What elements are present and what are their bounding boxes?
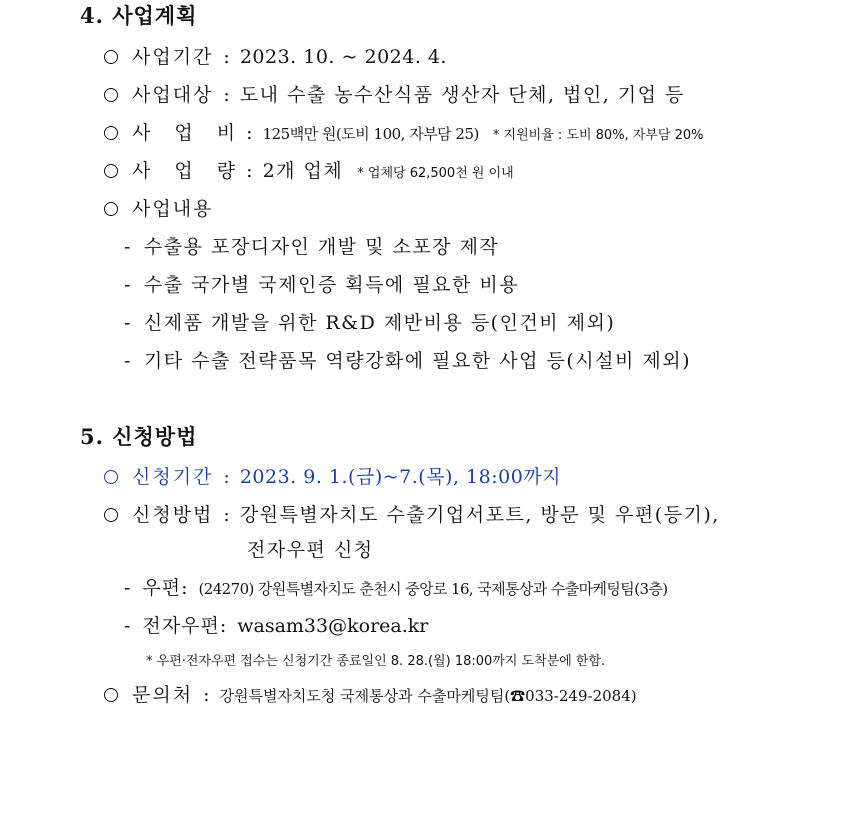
item-colon: : (246, 122, 253, 144)
contact-item (104, 683, 637, 708)
section-5-heading: 5. 신청방법 (80, 424, 198, 449)
detail-text: 신제품 개발을 위한 R&D 제반비용 등(인건비 제외) (143, 312, 616, 334)
support-ratio-note: * 지원비율 : 도비 80%, 자부담 20% (492, 128, 704, 143)
dash-bullet-icon: - (124, 615, 131, 637)
item-label: 사 업 비 (132, 122, 245, 144)
item-value: 2개 업체 (262, 160, 344, 182)
item-label: 사업기간 (132, 46, 214, 68)
circle-bullet-icon (104, 164, 118, 178)
application-method-continued: 전자우편 신청 (247, 539, 374, 561)
item-value: 125백만 원(도비 100, 자부담 25) (262, 125, 479, 143)
item-label: 사업내용 (132, 198, 214, 220)
item-colon: : (223, 466, 230, 488)
dash-bullet-icon: - (124, 577, 131, 599)
item-label: 문의처 (132, 684, 194, 706)
circle-bullet-icon (104, 688, 118, 702)
business-budget-item (104, 121, 704, 148)
business-content-item (104, 197, 213, 221)
circle-bullet-icon (104, 126, 118, 140)
item-colon: : (223, 46, 230, 68)
application-period-item (104, 465, 561, 489)
submission-notice: * 우편·전자우편 접수는 신청기간 종료일인 8. 28.(월) 18:00까지 도착분에 한함. (146, 654, 606, 669)
content-detail-item (124, 311, 615, 335)
per-company-note: * 업체당 62,500천 원 이내 (357, 166, 514, 181)
item-colon: : (246, 160, 253, 182)
item-label: 전자우편: (142, 615, 228, 637)
item-value: 도내 수출 농수산식품 생산자 단체, 법인, 기업 등 (239, 84, 685, 106)
item-label: 사업대상 (132, 84, 214, 106)
detail-text: 수출 국가별 국제인증 획득에 필요한 비용 (143, 274, 520, 296)
dash-bullet-icon: - (124, 274, 132, 296)
contact-value: 강원특별자치도청 국제통상과 수출마케팅팀(☎033-249-2084) (219, 687, 637, 705)
postal-address: (24270) 강원특별자치도 춘천시 중앙로 16, 국제통상과 수출마케팅팀(3층) (198, 580, 668, 598)
section-4-heading: 4. 사업계획 (80, 3, 198, 28)
item-value: 강원특별자치도 수출기업서포트, 방문 및 우편(등기), (239, 504, 720, 526)
content-detail-item (124, 273, 519, 297)
item-value: 2023. 10. ~ 2024. 4. (239, 46, 448, 68)
item-label: 우편: (142, 577, 189, 599)
circle-bullet-icon (104, 508, 118, 522)
item-label: 신청방법 (132, 504, 214, 526)
application-method-item (104, 503, 720, 527)
circle-bullet-icon (104, 50, 118, 64)
content-detail-item (124, 349, 691, 373)
email-address: wasam33@korea.kr (237, 615, 429, 637)
item-value: 2023. 9. 1.(금)~7.(목), 18:00까지 (239, 466, 562, 488)
item-label: 사 업 량 (132, 160, 245, 182)
dash-bullet-icon: - (124, 312, 132, 334)
detail-text: 기타 수출 전략품목 역량강화에 필요한 사업 등(시설비 제외) (143, 350, 692, 372)
content-detail-item (124, 235, 499, 259)
dash-bullet-icon: - (124, 236, 132, 258)
detail-text: 수출용 포장디자인 개발 및 소포장 제작 (143, 236, 500, 258)
dash-bullet-icon: - (124, 350, 132, 372)
item-colon: : (203, 684, 210, 706)
item-colon: : (223, 84, 230, 106)
circle-bullet-icon (104, 202, 118, 216)
postal-mail-item (124, 576, 668, 601)
item-label: 신청기간 (132, 466, 214, 488)
business-period-item (104, 45, 447, 69)
business-volume-item (104, 159, 514, 186)
circle-bullet-icon (104, 88, 118, 102)
business-target-item (104, 83, 685, 107)
circle-bullet-icon (104, 470, 118, 484)
item-colon: : (223, 504, 230, 526)
email-item (124, 614, 428, 638)
